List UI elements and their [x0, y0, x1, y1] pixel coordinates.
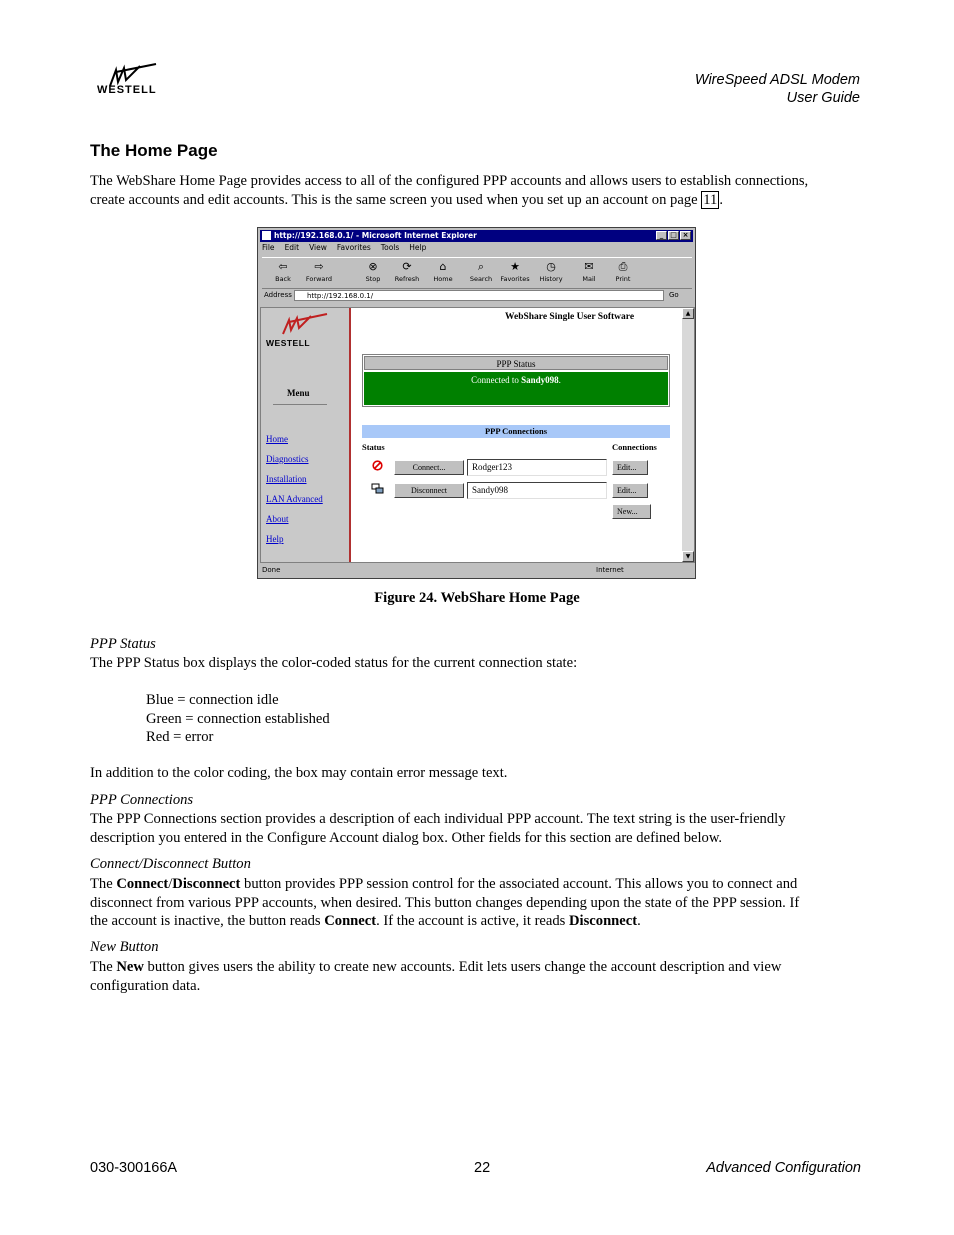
toolbar-label: Search — [469, 275, 493, 283]
not-connected-icon — [372, 460, 383, 471]
figure-caption: Figure 24. WebShare Home Page — [374, 590, 580, 606]
doc-type: User Guide — [786, 90, 860, 106]
menu-item[interactable]: Tools — [380, 243, 400, 252]
menu-item[interactable]: Help — [409, 243, 427, 252]
window-title: http://192.168.0.1/ - Microsoft Internet Explorer — [274, 231, 477, 240]
toolbar-label: Print — [615, 275, 631, 283]
section-title: The Home Page — [90, 141, 218, 160]
status-column-header: Status — [362, 442, 385, 452]
chapter-name: Advanced Configuration — [706, 1160, 861, 1176]
toolbar-label: Refresh — [394, 275, 420, 283]
menu-divider — [273, 404, 327, 405]
disconnect-button[interactable]: Disconnect — [394, 483, 464, 498]
address-bar — [262, 289, 692, 303]
connections-column-header: Connections — [612, 442, 657, 452]
scroll-up-icon[interactable]: ▲ — [682, 308, 694, 319]
toolbar-button-refresh[interactable] — [392, 260, 422, 283]
home-icon: ⌂ — [439, 260, 447, 273]
address-input[interactable]: http://192.168.0.1/ — [294, 290, 664, 301]
vertical-scrollbar[interactable] — [682, 308, 694, 562]
ppp-connections-heading: PPP Connections — [90, 792, 194, 808]
ppp-connections-heading: PPP Connections — [362, 425, 670, 438]
toolbar-label: History — [539, 275, 563, 283]
menu-heading: Menu — [287, 388, 310, 398]
account-name-field[interactable]: Rodger123 — [467, 459, 607, 476]
browser-toolbar — [262, 257, 692, 289]
minimize-icon[interactable]: _ — [656, 231, 667, 240]
connected-computer-icon — [371, 483, 384, 495]
maximize-icon[interactable]: □ — [668, 231, 679, 240]
account-name-field[interactable]: Sandy098 — [467, 482, 607, 499]
toolbar-button-favorites[interactable] — [500, 260, 530, 283]
window-titlebar — [260, 230, 693, 242]
ppp-status-note: In addition to the color coding, the box may contain error message text. — [90, 765, 508, 781]
connect-disconnect-text: The Connect/Disconnect button provides PPP session control for the associated account. This allows you to connect and disconnect from various PPP accounts, when desired. This button changes depending upon the state of the PPP session. If the account is inactive, the button reads Connect. If the account is active, it reads Disconnect. — [90, 876, 800, 929]
menu-item[interactable]: Edit — [284, 243, 300, 252]
search-icon: ⌕ — [477, 260, 485, 273]
toolbar-label: Stop — [365, 275, 381, 283]
close-icon[interactable]: × — [680, 231, 691, 240]
stop-icon: ⊗ — [368, 260, 378, 273]
list-item: Blue = connection idle — [146, 692, 279, 708]
toolbar-button-back[interactable] — [268, 260, 298, 283]
product-name: WireSpeed ADSL Modem — [694, 72, 860, 88]
ppp-status-box — [362, 354, 670, 407]
connect-disconnect-heading: Connect/Disconnect Button — [90, 856, 251, 872]
history-icon: ◷ — [546, 260, 556, 273]
browser-screenshot — [257, 227, 696, 579]
nav-link-diagnostics[interactable]: Diagnostics — [266, 454, 309, 464]
toolbar-button-forward[interactable] — [304, 260, 334, 283]
back-arrow-icon: ⇦ — [278, 260, 288, 273]
menu-item[interactable]: Favorites — [336, 243, 371, 252]
running-header — [695, 71, 860, 107]
nav-link-installation[interactable]: Installation — [266, 474, 307, 484]
refresh-icon: ⟳ — [402, 260, 412, 273]
westell-logo-text: WESTELL — [97, 84, 157, 96]
toolbar-button-mail[interactable] — [574, 260, 604, 283]
list-item: Green = connection established — [146, 710, 330, 727]
toolbar-label: Mail — [582, 275, 596, 283]
page-viewport — [260, 307, 695, 563]
nav-link-help[interactable]: Help — [266, 534, 284, 544]
toolbar-label: Favorites — [500, 275, 530, 283]
toolbar-button-home[interactable] — [428, 260, 458, 283]
menu-item[interactable]: View — [309, 243, 327, 252]
nav-link-about[interactable]: About — [266, 514, 289, 524]
go-button[interactable]: Go — [669, 291, 679, 299]
ie-icon — [262, 231, 271, 240]
status-done-text: Done — [262, 566, 281, 574]
toolbar-label: Forward — [305, 275, 333, 283]
mail-icon: ✉ — [584, 260, 594, 273]
browser-statusbar — [260, 565, 693, 576]
toolbar-button-history[interactable] — [536, 260, 566, 283]
toolbar-button-search[interactable] — [466, 260, 496, 283]
webshare-title: WebShare Single User Software — [505, 312, 635, 322]
new-button-heading: New Button — [90, 939, 159, 955]
westell-logo — [275, 312, 335, 338]
left-menu-pane — [261, 308, 351, 562]
ppp-status-text: The PPP Status box displays the color-coded status for the current connection state: — [90, 655, 578, 671]
address-label: Address — [264, 291, 292, 299]
favorites-icon: ★ — [510, 260, 520, 273]
ppp-status-message: Connected to Sandy098. — [364, 372, 668, 405]
toolbar-button-print[interactable] — [608, 260, 638, 283]
westell-logo-text: WESTELL — [266, 338, 311, 348]
browser-menubar — [262, 243, 426, 255]
page-number: 22 — [474, 1160, 491, 1176]
edit-button[interactable]: Edit... — [612, 483, 648, 498]
intro-paragraph: The WebShare Home Page provides access to all of the configured PPP accounts and allows users to establish connections, create accounts and edit accounts. This is the same screen you used when you set up an account on page 11 . — [90, 173, 809, 208]
forward-arrow-icon: ⇨ — [314, 260, 324, 273]
nav-link-home[interactable]: Home — [266, 434, 288, 444]
nav-link-lan-advanced[interactable]: LAN Advanced — [266, 494, 323, 504]
status-zone-text: Internet — [596, 566, 624, 574]
ppp-connections-text: The PPP Connections section provides a description of each individual PPP account. The text string is the user-friendly description you entered in the Configure Account dialog box. Other fields for this section are defined below. — [90, 811, 786, 846]
edit-button[interactable]: Edit... — [612, 460, 648, 475]
new-button-text: The New button gives users the ability to create new accounts. Edit lets users change the account description and view configuration data. — [90, 959, 782, 994]
list-item: Red = error — [146, 729, 214, 746]
scroll-down-icon[interactable]: ▼ — [682, 551, 694, 562]
print-icon: ⎙ — [618, 260, 628, 273]
toolbar-label: Back — [275, 275, 291, 283]
status-color-list — [146, 691, 330, 747]
toolbar-label: Home — [433, 275, 453, 283]
toolbar-button-stop[interactable] — [358, 260, 388, 283]
menu-item[interactable]: File — [262, 243, 275, 252]
doc-number: 030-300166A — [90, 1160, 178, 1176]
ppp-status-heading: PPP Status — [364, 356, 668, 370]
connect-button[interactable]: Connect... — [394, 460, 464, 475]
page-reference-link[interactable]: 11 — [703, 191, 718, 208]
ppp-status-heading: PPP Status — [90, 636, 156, 652]
new-button[interactable]: New... — [612, 504, 651, 519]
